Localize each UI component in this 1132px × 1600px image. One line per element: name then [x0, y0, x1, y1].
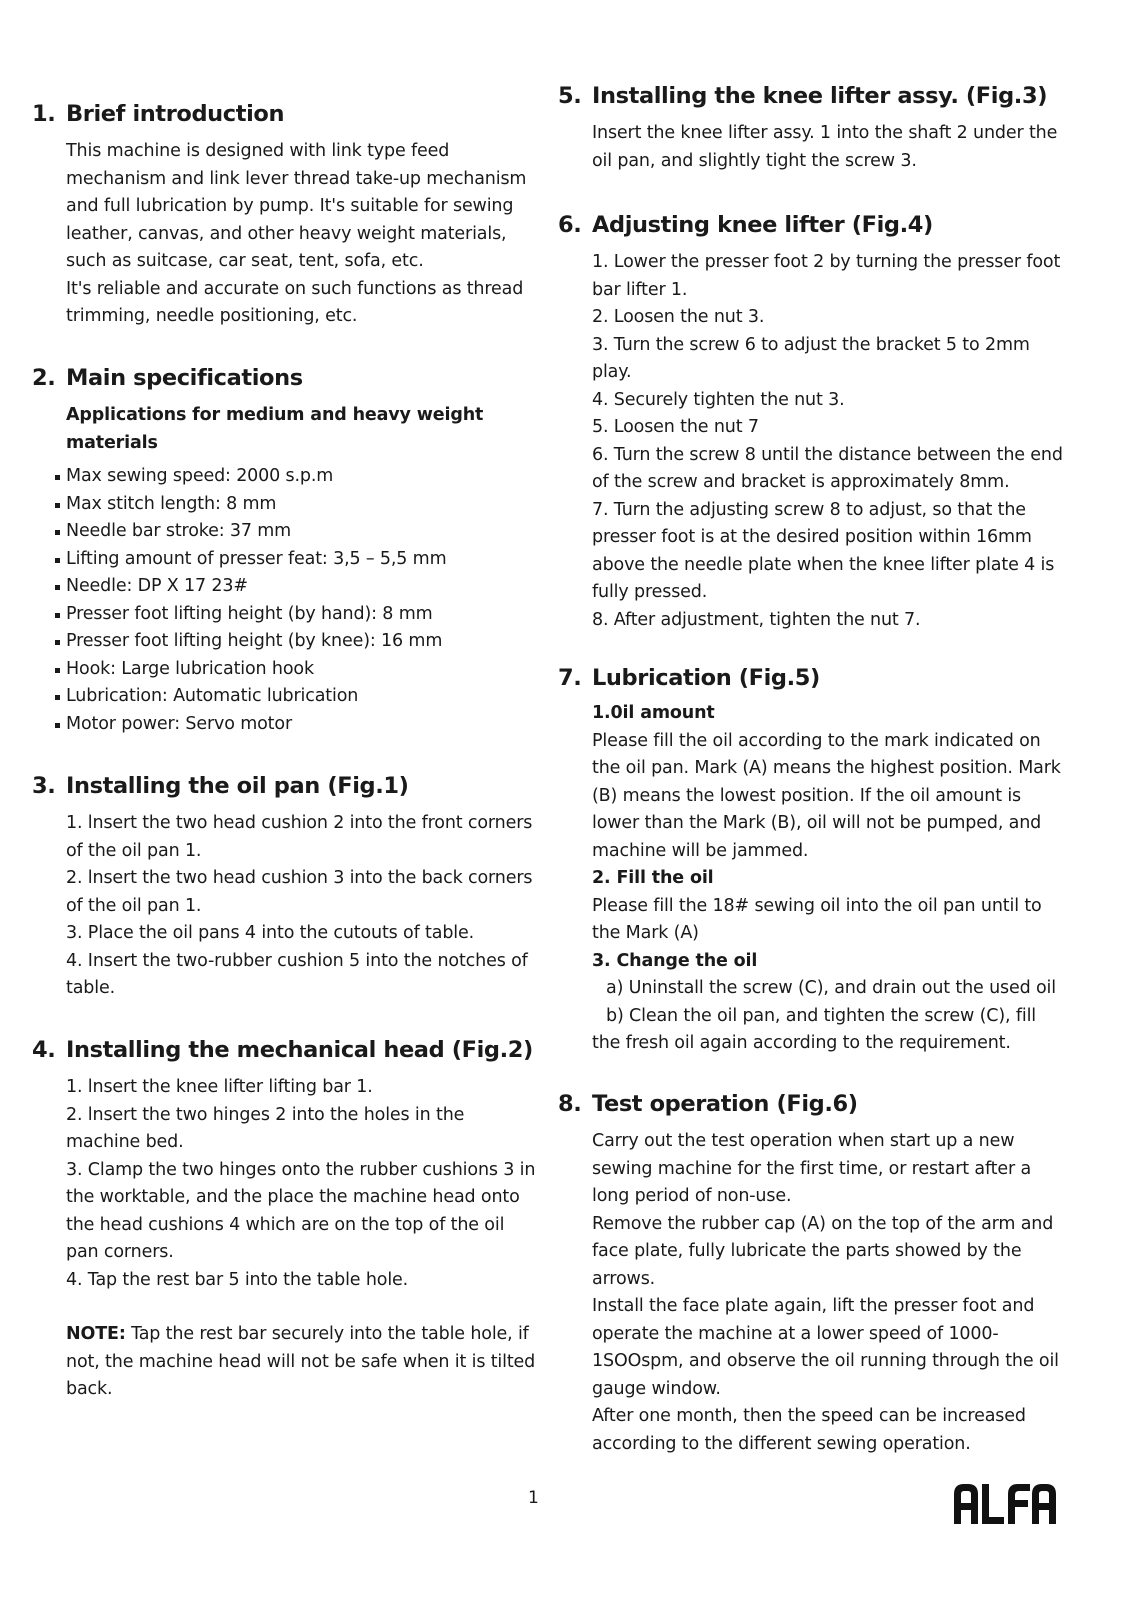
section-number: 1.: [32, 101, 56, 127]
text-line: 4. Tap the rest bar 5 into the table hole.: [66, 1269, 409, 1290]
text-line: After one month, then the speed can be increased: [592, 1406, 1026, 1426]
text-line: mechanism and link lever thread take-up mechanism: [66, 168, 527, 189]
text-line: face plate, fully lubricate the parts showed by the: [592, 1241, 1022, 1261]
spec-item: Presser foot lifting height (by hand): 8 mm: [66, 601, 552, 629]
section-test-operation: [558, 1090, 1098, 1458]
text-line: 8. After adjustment, tighten the nut 7.: [592, 609, 921, 630]
text-line: long period of non-use.: [592, 1186, 792, 1206]
text-line: lower than the Mark (B), oil will not be pumped, and: [592, 813, 1042, 833]
text-line: 3. Turn the screw 6 to adjust the bracket 5 to 2mm: [592, 334, 1030, 355]
text-line: Please fill the 18# sewing oil into the oil pan until to: [592, 895, 1042, 916]
section-installing-mechanical-head: [32, 1036, 552, 1404]
section-number: 3.: [32, 773, 56, 799]
text-line: (B) means the lowest position. If the oil amount is: [592, 785, 1022, 806]
text-line: 3. Place the oil pans 4 into the cutouts of table.: [66, 923, 475, 943]
text-line: machine will be jammed.: [592, 840, 809, 861]
specs-subtitle: materials: [66, 432, 158, 453]
text-line: above the needle plate when the knee lifter plate 4 is: [592, 554, 1055, 575]
section-title: Installing the oil pan (Fig.1): [66, 773, 409, 799]
spec-item: Needle bar stroke: 37 mm: [66, 518, 552, 546]
text-line: such as suitcase, car seat, tent, sofa, etc.: [66, 251, 424, 271]
text-line: 1. Lower the presser foot 2 by turning the presser foot: [592, 252, 1061, 272]
section-body: [32, 402, 552, 738]
section-heading: [32, 1036, 552, 1064]
note-label: NOTE:: [66, 1324, 126, 1344]
specs-subtitle: Applications for medium and heavy weight: [66, 405, 484, 425]
text-line: of the screw and bracket is approximately 8mm.: [592, 472, 1010, 492]
text-line: 2. lnsert the two head cushion 3 into the back corners: [66, 868, 533, 888]
section-number: 2.: [32, 365, 56, 391]
text-line: Insert the knee lifter assy. 1 into the shaft 2 under the: [592, 123, 1058, 143]
subsection-title: 2. Fill the oil: [592, 868, 714, 888]
section-heading: [32, 100, 552, 128]
section-adjusting-knee-lifter: [558, 211, 1098, 634]
spec-list: [66, 463, 552, 738]
text-line: 6. Turn the screw 8 until the distance between the end: [592, 444, 1063, 465]
section-body: [32, 1074, 552, 1404]
section-title: Test operation (Fig.6): [592, 1091, 858, 1117]
section-title: Brief introduction: [66, 101, 285, 127]
text-line: 3. Clamp the two hinges onto the rubber cushions 3 in: [66, 1159, 536, 1180]
text-line: 7. Turn the adjusting screw 8 to adjust, so that the: [592, 499, 1026, 520]
section-lubrication: [558, 664, 1098, 1058]
text-line: the Mark (A): [592, 923, 699, 943]
text-line: table.: [66, 978, 115, 998]
text-line: oil pan, and slightly tight the screw 3.: [592, 150, 917, 171]
text-line: 2. Loosen the nut 3.: [592, 307, 765, 327]
text-line: Carry out the test operation when start up a new: [592, 1131, 1015, 1151]
subsection-title: 3. Change the oil: [592, 950, 758, 971]
text-line: 5. Loosen the nut 7: [592, 417, 759, 437]
section-number: 5.: [558, 83, 582, 109]
text-line: trimming, needle positioning, etc.: [66, 306, 358, 326]
spec-item: Lifting amount of presser feat: 3,5 – 5,5 mm: [66, 546, 552, 574]
text-line: play.: [592, 362, 632, 382]
section-title: Main specifications: [66, 365, 303, 391]
text-line: leather, canvas, and other heavy weight materials,: [66, 223, 507, 244]
section-number: 7.: [558, 665, 582, 691]
spec-item: Motor power: Servo motor: [66, 711, 552, 739]
text-line: of the oil pan 1.: [66, 840, 202, 861]
text-line: the oil pan. Mark (A) means the highest position. Mark: [592, 758, 1061, 778]
text-line: of the oil pan 1.: [66, 895, 202, 916]
section-number: 8.: [558, 1091, 582, 1117]
text-line: gauge window.: [592, 1378, 721, 1399]
text-line: bar lifter 1.: [592, 279, 688, 300]
text-line: according to the different sewing operation.: [592, 1433, 971, 1454]
text-line: This machine is designed with link type feed: [66, 141, 450, 161]
text-line: the head cushions 4 which are on the top of the oil: [66, 1214, 505, 1235]
section-body: [558, 700, 1098, 1058]
text-line: machine bed.: [66, 1132, 184, 1152]
alfa-logo: [952, 1478, 1060, 1528]
section-body: [32, 138, 552, 331]
spec-item: Lubrication: Automatic lubrication: [66, 683, 552, 711]
section-body: [558, 249, 1098, 634]
text-line: the worktable, and the place the machine head onto: [66, 1187, 520, 1207]
spec-item: Presser foot lifting height (by knee): 16 mm: [66, 628, 552, 656]
section-installing-oil-pan: [32, 772, 552, 1003]
subsection-title: 1.0il amount: [592, 703, 715, 723]
section-number: 6.: [558, 212, 582, 238]
spec-item: Hook: Large lubrication hook: [66, 656, 552, 684]
text-line: Install the face plate again, lift the presser foot and: [592, 1296, 1035, 1316]
section-installing-knee-lifter: [558, 82, 1098, 175]
section-heading: [558, 1090, 1098, 1118]
text-line: 4. Insert the two-rubber cushion 5 into the notches of: [66, 950, 528, 971]
section-heading: [32, 364, 552, 392]
section-title: Adjusting knee lifter (Fig.4): [592, 212, 933, 238]
text-line: 1SOOspm, and observe the oil running through the oil: [592, 1351, 1059, 1371]
section-heading: [558, 211, 1098, 239]
section-brief-introduction: [32, 100, 552, 331]
note: [66, 1321, 552, 1349]
text-line: fully pressed.: [592, 582, 708, 602]
text-line: a) Uninstall the screw (C), and drain out the used oil: [606, 978, 1056, 998]
spec-item: Max sewing speed: 2000 s.p.m: [66, 463, 552, 491]
spec-item: Needle: DP X 17 23#: [66, 573, 552, 601]
section-heading: [32, 772, 552, 800]
section-title: Installing the mechanical head (Fig.2): [66, 1037, 533, 1063]
note-text: not, the machine head will not be safe when it is tilted: [66, 1351, 536, 1372]
text-line: and full lubrication by pump. It's suitable for sewing: [66, 196, 514, 216]
section-heading: [558, 664, 1098, 692]
text-line: 2. lnsert the two hinges 2 into the holes in the: [66, 1104, 465, 1125]
text-line: operate the machine at a lower speed of 1000-: [592, 1323, 999, 1344]
section-title: Lubrication (Fig.5): [592, 665, 820, 691]
note-text: Tap the rest bar securely into the table hole, if: [125, 1324, 529, 1344]
section-heading: [558, 82, 1098, 110]
text-line: sewing machine for the first time, or restart after a: [592, 1158, 1032, 1179]
spec-item: Max stitch length: 8 mm: [66, 491, 552, 519]
note-text: back.: [66, 1379, 113, 1399]
text-line: 1. lnsert the two head cushion 2 into the front corners: [66, 813, 533, 833]
text-line: Please fill the oil according to the mark indicated on: [592, 730, 1041, 751]
text-line: the fresh oil again according to the requirement.: [592, 1033, 1011, 1053]
text-line: presser foot is at the desired position within 16mm: [592, 527, 1032, 547]
text-line: arrows.: [592, 1268, 656, 1289]
page-number: 1: [528, 1488, 539, 1508]
text-line: 4. Securely tighten the nut 3.: [592, 389, 845, 410]
section-body: [32, 810, 552, 1003]
text-line: b) Clean the oil pan, and tighten the screw (C), fill: [606, 1005, 1037, 1026]
text-line: pan corners.: [66, 1242, 174, 1262]
text-line: It's reliable and accurate on such functions as thread: [66, 278, 524, 299]
section-number: 4.: [32, 1037, 56, 1063]
section-body: [558, 120, 1098, 175]
section-body: [558, 1128, 1098, 1458]
text-line: Remove the rubber cap (A) on the top of the arm and: [592, 1213, 1054, 1234]
section-main-specifications: [32, 364, 552, 738]
text-line: 1. lnsert the knee lifter lifting bar 1.: [66, 1077, 373, 1097]
section-title: Installing the knee lifter assy. (Fig.3): [592, 83, 1048, 109]
